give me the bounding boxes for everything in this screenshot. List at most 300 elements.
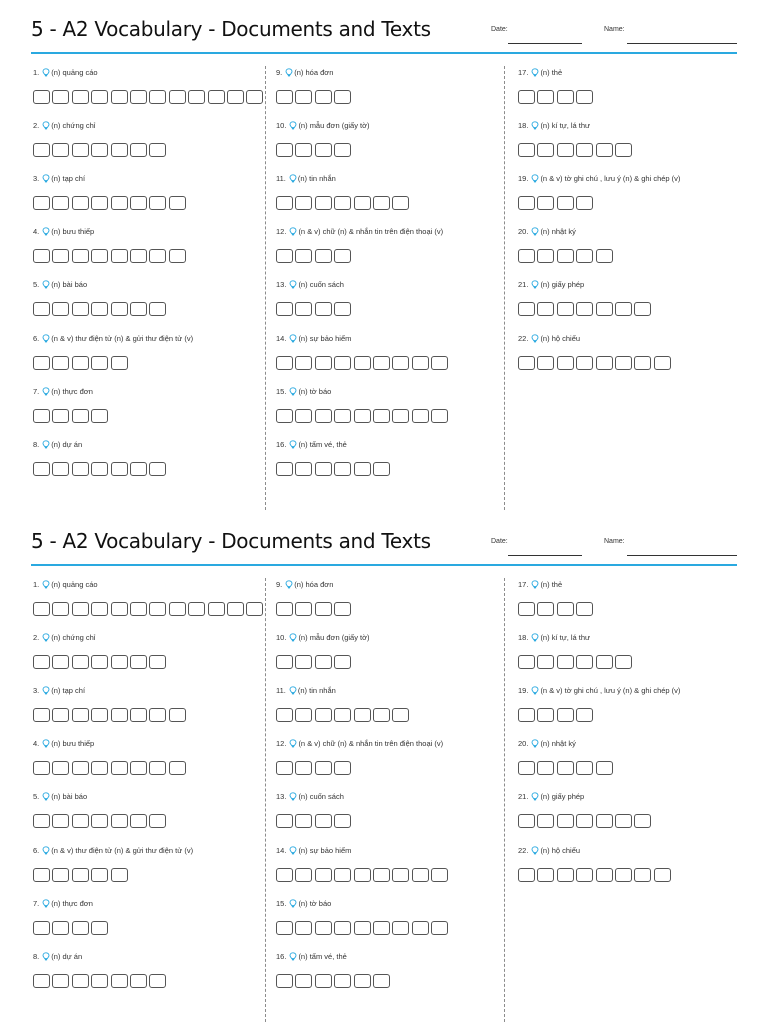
lightbulb-icon[interactable]	[42, 580, 50, 589]
lightbulb-icon[interactable]	[42, 440, 50, 449]
letter-box[interactable]	[149, 655, 166, 669]
lightbulb-icon[interactable]	[531, 633, 539, 642]
letter-box[interactable]	[246, 602, 263, 616]
letter-box[interactable]	[149, 302, 166, 316]
letter-box[interactable]	[596, 814, 613, 828]
lightbulb-icon[interactable]	[42, 121, 50, 130]
letter-box[interactable]	[276, 868, 293, 882]
letter-box[interactable]	[72, 249, 89, 263]
letter-box[interactable]	[596, 302, 613, 316]
letter-box[interactable]	[188, 90, 205, 104]
letter-box[interactable]	[315, 249, 332, 263]
lightbulb-icon[interactable]	[42, 633, 50, 642]
letter-box[interactable]	[149, 602, 166, 616]
letter-box[interactable]	[52, 708, 69, 722]
letter-box[interactable]	[576, 196, 593, 210]
letter-box[interactable]	[315, 143, 332, 157]
letter-box[interactable]	[276, 974, 293, 988]
letter-box[interactable]	[276, 921, 293, 935]
letter-box[interactable]	[276, 814, 293, 828]
letter-box[interactable]	[52, 868, 69, 882]
lightbulb-icon[interactable]	[285, 68, 293, 77]
letter-box[interactable]	[654, 868, 671, 882]
letter-box[interactable]	[276, 708, 293, 722]
letter-box[interactable]	[72, 143, 89, 157]
letter-box[interactable]	[354, 868, 371, 882]
lightbulb-icon[interactable]	[531, 334, 539, 343]
letter-box[interactable]	[518, 708, 535, 722]
letter-box[interactable]	[72, 921, 89, 935]
letter-box[interactable]	[295, 249, 312, 263]
lightbulb-icon[interactable]	[531, 227, 539, 236]
letter-box[interactable]	[392, 868, 409, 882]
letter-box[interactable]	[111, 462, 128, 476]
letter-box[interactable]	[91, 655, 108, 669]
letter-box[interactable]	[295, 708, 312, 722]
letter-box[interactable]	[149, 462, 166, 476]
letter-box[interactable]	[276, 249, 293, 263]
letter-box[interactable]	[91, 921, 108, 935]
letter-box[interactable]	[276, 462, 293, 476]
letter-box[interactable]	[576, 143, 593, 157]
letter-box[interactable]	[431, 868, 448, 882]
letter-box[interactable]	[334, 462, 351, 476]
letter-box[interactable]	[33, 761, 50, 775]
letter-box[interactable]	[412, 356, 429, 370]
letter-box[interactable]	[295, 921, 312, 935]
lightbulb-icon[interactable]	[42, 739, 50, 748]
letter-box[interactable]	[373, 409, 390, 423]
letter-box[interactable]	[52, 143, 69, 157]
letter-box[interactable]	[412, 868, 429, 882]
letter-box[interactable]	[72, 708, 89, 722]
letter-box[interactable]	[334, 868, 351, 882]
letter-box[interactable]	[91, 409, 108, 423]
letter-box[interactable]	[169, 761, 186, 775]
lightbulb-icon[interactable]	[289, 846, 297, 855]
letter-box[interactable]	[91, 814, 108, 828]
letter-box[interactable]	[33, 409, 50, 423]
lightbulb-icon[interactable]	[42, 792, 50, 801]
letter-box[interactable]	[111, 196, 128, 210]
letter-box[interactable]	[576, 655, 593, 669]
letter-box[interactable]	[334, 921, 351, 935]
letter-box[interactable]	[392, 921, 409, 935]
letter-box[interactable]	[392, 356, 409, 370]
letter-box[interactable]	[276, 602, 293, 616]
letter-box[interactable]	[537, 655, 554, 669]
letter-box[interactable]	[91, 974, 108, 988]
letter-box[interactable]	[149, 761, 166, 775]
letter-box[interactable]	[537, 356, 554, 370]
letter-box[interactable]	[334, 974, 351, 988]
lightbulb-icon[interactable]	[531, 68, 539, 77]
letter-box[interactable]	[295, 409, 312, 423]
letter-box[interactable]	[518, 602, 535, 616]
letter-box[interactable]	[557, 868, 574, 882]
letter-box[interactable]	[634, 814, 651, 828]
lightbulb-icon[interactable]	[42, 952, 50, 961]
letter-box[interactable]	[615, 868, 632, 882]
letter-box[interactable]	[111, 814, 128, 828]
letter-box[interactable]	[276, 143, 293, 157]
letter-box[interactable]	[130, 143, 147, 157]
letter-box[interactable]	[52, 602, 69, 616]
letter-box[interactable]	[373, 708, 390, 722]
letter-box[interactable]	[276, 302, 293, 316]
lightbulb-icon[interactable]	[289, 739, 297, 748]
letter-box[interactable]	[52, 921, 69, 935]
letter-box[interactable]	[33, 868, 50, 882]
lightbulb-icon[interactable]	[531, 121, 539, 130]
letter-box[interactable]	[246, 90, 263, 104]
letter-box[interactable]	[373, 462, 390, 476]
lightbulb-icon[interactable]	[531, 739, 539, 748]
letter-box[interactable]	[111, 249, 128, 263]
letter-box[interactable]	[334, 761, 351, 775]
letter-box[interactable]	[149, 143, 166, 157]
letter-box[interactable]	[334, 90, 351, 104]
letter-box[interactable]	[576, 356, 593, 370]
lightbulb-icon[interactable]	[289, 899, 297, 908]
letter-box[interactable]	[315, 868, 332, 882]
letter-box[interactable]	[169, 602, 186, 616]
letter-box[interactable]	[111, 90, 128, 104]
lightbulb-icon[interactable]	[42, 899, 50, 908]
letter-box[interactable]	[537, 90, 554, 104]
letter-box[interactable]	[33, 814, 50, 828]
lightbulb-icon[interactable]	[289, 686, 297, 695]
lightbulb-icon[interactable]	[531, 280, 539, 289]
letter-box[interactable]	[130, 974, 147, 988]
lightbulb-icon[interactable]	[42, 334, 50, 343]
letter-box[interactable]	[91, 708, 108, 722]
letter-box[interactable]	[315, 90, 332, 104]
letter-box[interactable]	[33, 249, 50, 263]
lightbulb-icon[interactable]	[531, 846, 539, 855]
letter-box[interactable]	[52, 974, 69, 988]
letter-box[interactable]	[518, 196, 535, 210]
letter-box[interactable]	[130, 655, 147, 669]
letter-box[interactable]	[354, 409, 371, 423]
letter-box[interactable]	[576, 90, 593, 104]
letter-box[interactable]	[615, 655, 632, 669]
letter-box[interactable]	[354, 974, 371, 988]
letter-box[interactable]	[518, 90, 535, 104]
letter-box[interactable]	[52, 409, 69, 423]
lightbulb-icon[interactable]	[42, 686, 50, 695]
letter-box[interactable]	[557, 249, 574, 263]
letter-box[interactable]	[130, 249, 147, 263]
lightbulb-icon[interactable]	[42, 174, 50, 183]
letter-box[interactable]	[188, 602, 205, 616]
letter-box[interactable]	[576, 868, 593, 882]
letter-box[interactable]	[72, 868, 89, 882]
letter-box[interactable]	[111, 761, 128, 775]
letter-box[interactable]	[518, 356, 535, 370]
letter-box[interactable]	[596, 249, 613, 263]
letter-box[interactable]	[537, 868, 554, 882]
lightbulb-icon[interactable]	[531, 792, 539, 801]
letter-box[interactable]	[111, 708, 128, 722]
letter-box[interactable]	[315, 196, 332, 210]
lightbulb-icon[interactable]	[531, 580, 539, 589]
letter-box[interactable]	[518, 814, 535, 828]
letter-box[interactable]	[295, 356, 312, 370]
letter-box[interactable]	[130, 708, 147, 722]
letter-box[interactable]	[315, 655, 332, 669]
letter-box[interactable]	[392, 196, 409, 210]
letter-box[interactable]	[354, 462, 371, 476]
letter-box[interactable]	[52, 196, 69, 210]
letter-box[interactable]	[412, 921, 429, 935]
letter-box[interactable]	[596, 868, 613, 882]
letter-box[interactable]	[295, 761, 312, 775]
letter-box[interactable]	[72, 761, 89, 775]
letter-box[interactable]	[33, 302, 50, 316]
lightbulb-icon[interactable]	[42, 280, 50, 289]
letter-box[interactable]	[315, 602, 332, 616]
lightbulb-icon[interactable]	[42, 387, 50, 396]
letter-box[interactable]	[295, 868, 312, 882]
letter-box[interactable]	[557, 655, 574, 669]
letter-box[interactable]	[596, 143, 613, 157]
letter-box[interactable]	[208, 90, 225, 104]
lightbulb-icon[interactable]	[289, 792, 297, 801]
letter-box[interactable]	[276, 196, 293, 210]
letter-box[interactable]	[634, 868, 651, 882]
letter-box[interactable]	[557, 602, 574, 616]
letter-box[interactable]	[392, 409, 409, 423]
letter-box[interactable]	[91, 302, 108, 316]
letter-box[interactable]	[52, 302, 69, 316]
letter-box[interactable]	[373, 356, 390, 370]
letter-box[interactable]	[576, 249, 593, 263]
letter-box[interactable]	[557, 143, 574, 157]
letter-box[interactable]	[227, 602, 244, 616]
letter-box[interactable]	[276, 356, 293, 370]
letter-box[interactable]	[431, 409, 448, 423]
name-field[interactable]	[627, 555, 737, 556]
letter-box[interactable]	[315, 409, 332, 423]
letter-box[interactable]	[537, 143, 554, 157]
letter-box[interactable]	[111, 602, 128, 616]
letter-box[interactable]	[72, 814, 89, 828]
lightbulb-icon[interactable]	[42, 846, 50, 855]
letter-box[interactable]	[334, 302, 351, 316]
letter-box[interactable]	[334, 602, 351, 616]
lightbulb-icon[interactable]	[531, 686, 539, 695]
letter-box[interactable]	[334, 814, 351, 828]
letter-box[interactable]	[557, 196, 574, 210]
letter-box[interactable]	[295, 655, 312, 669]
letter-box[interactable]	[33, 708, 50, 722]
letter-box[interactable]	[72, 602, 89, 616]
letter-box[interactable]	[130, 302, 147, 316]
letter-box[interactable]	[596, 761, 613, 775]
lightbulb-icon[interactable]	[42, 68, 50, 77]
letter-box[interactable]	[557, 708, 574, 722]
letter-box[interactable]	[295, 196, 312, 210]
letter-box[interactable]	[334, 196, 351, 210]
letter-box[interactable]	[169, 90, 186, 104]
letter-box[interactable]	[72, 974, 89, 988]
letter-box[interactable]	[373, 868, 390, 882]
letter-box[interactable]	[518, 655, 535, 669]
letter-box[interactable]	[576, 708, 593, 722]
lightbulb-icon[interactable]	[531, 174, 539, 183]
letter-box[interactable]	[537, 708, 554, 722]
lightbulb-icon[interactable]	[289, 280, 297, 289]
letter-box[interactable]	[392, 708, 409, 722]
letter-box[interactable]	[596, 655, 613, 669]
letter-box[interactable]	[91, 196, 108, 210]
letter-box[interactable]	[111, 302, 128, 316]
letter-box[interactable]	[557, 90, 574, 104]
letter-box[interactable]	[72, 302, 89, 316]
date-field[interactable]	[508, 43, 582, 44]
letter-box[interactable]	[52, 814, 69, 828]
lightbulb-icon[interactable]	[289, 334, 297, 343]
letter-box[interactable]	[557, 814, 574, 828]
letter-box[interactable]	[315, 302, 332, 316]
letter-box[interactable]	[276, 761, 293, 775]
letter-box[interactable]	[654, 356, 671, 370]
letter-box[interactable]	[537, 814, 554, 828]
letter-box[interactable]	[518, 868, 535, 882]
letter-box[interactable]	[130, 462, 147, 476]
letter-box[interactable]	[149, 708, 166, 722]
letter-box[interactable]	[373, 196, 390, 210]
letter-box[interactable]	[72, 462, 89, 476]
letter-box[interactable]	[52, 356, 69, 370]
lightbulb-icon[interactable]	[289, 387, 297, 396]
letter-box[interactable]	[354, 356, 371, 370]
letter-box[interactable]	[334, 409, 351, 423]
letter-box[interactable]	[634, 356, 651, 370]
letter-box[interactable]	[91, 90, 108, 104]
letter-box[interactable]	[412, 409, 429, 423]
lightbulb-icon[interactable]	[289, 227, 297, 236]
letter-box[interactable]	[431, 921, 448, 935]
letter-box[interactable]	[576, 602, 593, 616]
lightbulb-icon[interactable]	[289, 121, 297, 130]
letter-box[interactable]	[315, 708, 332, 722]
letter-box[interactable]	[111, 143, 128, 157]
letter-box[interactable]	[537, 196, 554, 210]
letter-box[interactable]	[295, 90, 312, 104]
letter-box[interactable]	[52, 249, 69, 263]
letter-box[interactable]	[72, 90, 89, 104]
letter-box[interactable]	[91, 356, 108, 370]
letter-box[interactable]	[518, 143, 535, 157]
letter-box[interactable]	[537, 761, 554, 775]
letter-box[interactable]	[615, 814, 632, 828]
letter-box[interactable]	[576, 814, 593, 828]
letter-box[interactable]	[72, 356, 89, 370]
letter-box[interactable]	[130, 814, 147, 828]
letter-box[interactable]	[354, 196, 371, 210]
letter-box[interactable]	[557, 356, 574, 370]
letter-box[interactable]	[52, 462, 69, 476]
letter-box[interactable]	[91, 249, 108, 263]
letter-box[interactable]	[276, 655, 293, 669]
lightbulb-icon[interactable]	[285, 580, 293, 589]
letter-box[interactable]	[276, 409, 293, 423]
letter-box[interactable]	[227, 90, 244, 104]
letter-box[interactable]	[111, 655, 128, 669]
letter-box[interactable]	[295, 143, 312, 157]
letter-box[interactable]	[315, 814, 332, 828]
letter-box[interactable]	[72, 655, 89, 669]
letter-box[interactable]	[518, 249, 535, 263]
letter-box[interactable]	[91, 868, 108, 882]
letter-box[interactable]	[315, 761, 332, 775]
letter-box[interactable]	[91, 602, 108, 616]
letter-box[interactable]	[33, 974, 50, 988]
letter-box[interactable]	[557, 302, 574, 316]
letter-box[interactable]	[33, 921, 50, 935]
letter-box[interactable]	[537, 602, 554, 616]
letter-box[interactable]	[149, 974, 166, 988]
lightbulb-icon[interactable]	[289, 174, 297, 183]
letter-box[interactable]	[354, 921, 371, 935]
letter-box[interactable]	[33, 356, 50, 370]
letter-box[interactable]	[149, 196, 166, 210]
date-field[interactable]	[508, 555, 582, 556]
letter-box[interactable]	[334, 356, 351, 370]
letter-box[interactable]	[33, 90, 50, 104]
letter-box[interactable]	[52, 761, 69, 775]
letter-box[interactable]	[518, 302, 535, 316]
letter-box[interactable]	[315, 974, 332, 988]
letter-box[interactable]	[111, 974, 128, 988]
letter-box[interactable]	[149, 814, 166, 828]
letter-box[interactable]	[276, 90, 293, 104]
letter-box[interactable]	[295, 602, 312, 616]
letter-box[interactable]	[111, 356, 128, 370]
letter-box[interactable]	[149, 90, 166, 104]
letter-box[interactable]	[537, 249, 554, 263]
letter-box[interactable]	[33, 655, 50, 669]
letter-box[interactable]	[295, 462, 312, 476]
letter-box[interactable]	[33, 143, 50, 157]
letter-box[interactable]	[373, 974, 390, 988]
lightbulb-icon[interactable]	[289, 952, 297, 961]
letter-box[interactable]	[130, 196, 147, 210]
letter-box[interactable]	[334, 143, 351, 157]
letter-box[interactable]	[596, 356, 613, 370]
lightbulb-icon[interactable]	[289, 633, 297, 642]
letter-box[interactable]	[91, 761, 108, 775]
letter-box[interactable]	[615, 302, 632, 316]
letter-box[interactable]	[33, 462, 50, 476]
letter-box[interactable]	[373, 921, 390, 935]
letter-box[interactable]	[334, 249, 351, 263]
letter-box[interactable]	[91, 143, 108, 157]
letter-box[interactable]	[169, 249, 186, 263]
letter-box[interactable]	[431, 356, 448, 370]
letter-box[interactable]	[315, 921, 332, 935]
letter-box[interactable]	[557, 761, 574, 775]
letter-box[interactable]	[33, 196, 50, 210]
letter-box[interactable]	[615, 143, 632, 157]
lightbulb-icon[interactable]	[289, 440, 297, 449]
letter-box[interactable]	[52, 90, 69, 104]
letter-box[interactable]	[130, 90, 147, 104]
letter-box[interactable]	[169, 708, 186, 722]
letter-box[interactable]	[295, 814, 312, 828]
